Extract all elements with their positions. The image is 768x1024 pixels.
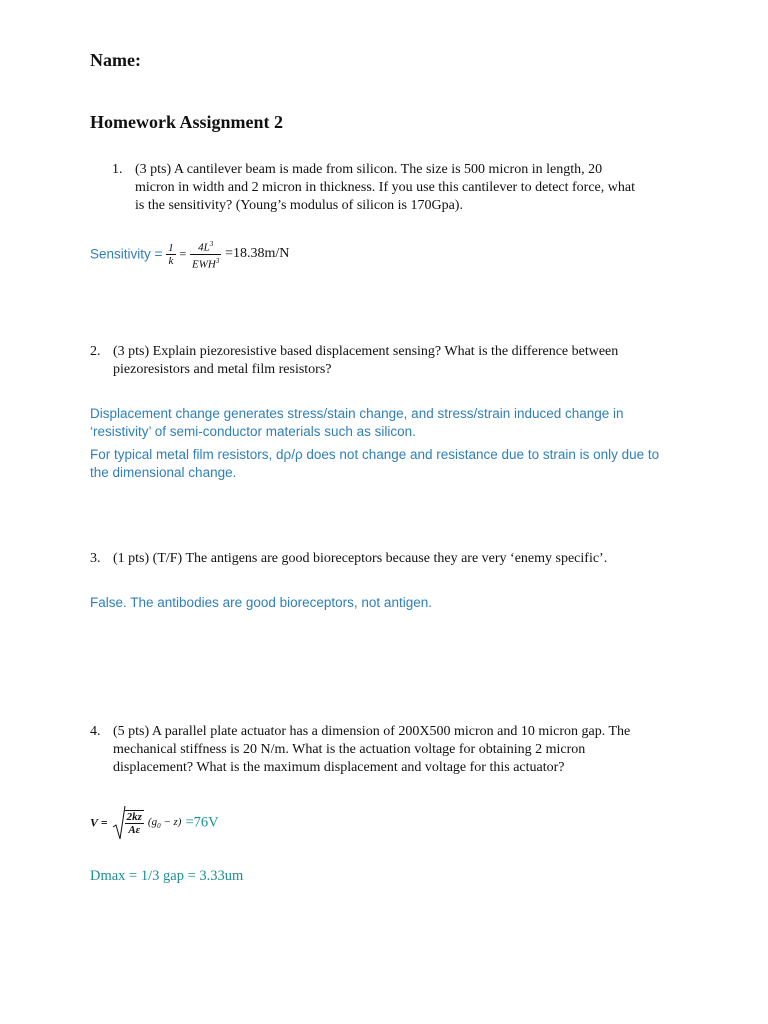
question-1-line: micron in width and 2 micron in thickness. If you use this cantilever to detect force, what: [135, 180, 635, 195]
answer-line: the dimensional change.: [90, 465, 237, 480]
name-label: Name:: [90, 50, 141, 70]
fraction-denominator: Aε: [128, 824, 141, 836]
question-2-number: 2.: [90, 344, 101, 359]
fraction-one-over-k: [166, 242, 176, 267]
question-4-number: 4.: [90, 724, 101, 739]
answer-1-prefix: Sensitivity =: [90, 246, 163, 262]
equals-sign: =: [179, 246, 187, 261]
fraction-numerator: 2kz: [126, 811, 142, 823]
fraction-numerator: 1: [168, 241, 174, 254]
answer-1-result: =18.38m/N: [225, 246, 290, 262]
fraction-4l3-over-ewh3: [190, 238, 221, 270]
question-2-line: (3 pts) Explain piezoresistive based displacement sensing? What is the difference between: [113, 344, 619, 359]
answer-line: Displacement change generates stress/stain change, and stress/strain induced change in: [90, 406, 624, 421]
answer-line: ‘resistivity’ of semi-conductor materials such as silicon.: [90, 424, 416, 439]
question-1-text: [135, 161, 635, 215]
question-1-number: 1.: [112, 162, 123, 177]
question-3-text: [113, 550, 607, 568]
question-2-text: [113, 343, 618, 379]
numerator-text: 4L: [198, 241, 210, 254]
gap-term-start: (g: [147, 815, 158, 828]
answer-4-equation: [90, 805, 219, 841]
denominator-text: EWH: [191, 258, 216, 271]
gap-term-end: − z): [160, 815, 182, 828]
question-2: [90, 343, 710, 383]
equation-gap-term: [147, 815, 182, 831]
answer-3: False. The antibodies are good bioreceptors, not antigen.: [90, 595, 432, 610]
fraction-denominator: k: [168, 254, 174, 267]
question-3: [90, 550, 710, 570]
page-title: Homework Assignment 2: [90, 112, 283, 132]
gap-term-subscript: 0: [157, 822, 161, 831]
fraction-2kz-over-ae: [125, 811, 144, 836]
numerator-exponent: 3: [209, 240, 214, 248]
answer-2-part-1: [90, 405, 720, 441]
question-3-line: (1 pts) (T/F) The antigens are good bioreceptors because they are very ‘enemy specific’.: [113, 551, 608, 566]
question-4-line: mechanical stiffness is 20 N/m. What is the actuation voltage for obtaining 2 micron: [113, 742, 586, 757]
question-4-line: displacement? What is the maximum displacement and voltage for this actuator?: [113, 760, 565, 775]
fraction-numerator: [190, 238, 221, 255]
fraction-denominator: [190, 255, 221, 271]
question-2-line: piezoresistors and metal film resistors?: [113, 362, 332, 377]
answer-4-dmax: Dmax = 1/3 gap = 3.33um: [90, 868, 244, 884]
question-4: [90, 723, 710, 779]
radical-sign-icon: [112, 805, 126, 841]
question-1: [112, 161, 712, 215]
answer-2-part-2: [90, 446, 730, 482]
denominator-exponent: 3: [215, 256, 220, 265]
question-1-line: (3 pts) A cantilever beam is made from silicon. The size is 500 micron in length, 20: [135, 162, 603, 177]
answer-line: For typical metal film resistors, dρ/ρ does not change and resistance due to strain is only due to: [90, 447, 660, 462]
equation-lhs: V =: [90, 815, 108, 830]
square-root-icon: [112, 805, 144, 841]
question-1-line: is the sensitivity? (Young’s modulus of silicon is 170Gpa).: [135, 198, 463, 213]
equation-result: =76V: [185, 814, 219, 831]
question-4-line: (5 pts) A parallel plate actuator has a dimension of 200X500 micron and 10 micron gap. The: [113, 724, 631, 739]
question-3-number: 3.: [90, 551, 101, 566]
answer-1: [90, 238, 289, 270]
radicand: [125, 810, 144, 836]
question-4-text: [113, 723, 630, 777]
